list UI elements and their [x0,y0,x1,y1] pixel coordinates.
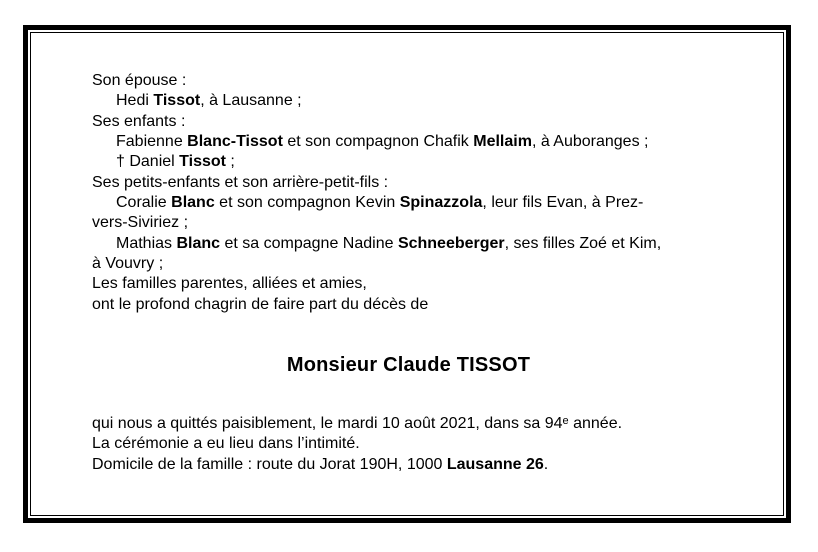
text-segment: ont le profond chagrin de faire part du décès de [92,295,429,313]
text-segment: , à Lausanne ; [200,92,302,110]
details-lines-block [92,414,725,475]
family-lines-block [92,71,725,315]
text-line [92,152,725,172]
name-emphasis: Spinazzola [399,193,483,211]
text-segment: Fabienne [116,132,188,150]
superscript-ordinal: e [562,414,569,427]
text-line [92,414,725,434]
text-segment: , à Auboranges ; [531,132,649,150]
name-emphasis: Schneeberger [397,234,505,252]
text-line [92,91,725,111]
text-segment: et son compagnon Kevin [214,193,400,211]
deceased-name-title: Monsieur Claude TISSOT [286,353,531,376]
text-segment: Son épouse : [92,72,187,89]
text-segment: Mathias [116,234,177,252]
name-emphasis: Tissot [153,92,201,110]
name-emphasis: Blanc [176,234,221,252]
inner-border-frame [30,32,784,516]
name-emphasis: Mellaim [473,132,532,150]
text-segment: ; [225,153,235,171]
text-segment: à Vouvry ; [92,254,164,272]
text-segment: et son compagnon Chafik [282,132,474,150]
text-segment: année. [568,414,623,432]
text-line [92,173,725,193]
text-line [92,295,725,315]
announcement-content [31,33,783,475]
text-line [92,434,725,454]
text-segment: , ses filles Zoé et Kim, [504,234,662,252]
text-segment: Coralie [116,193,172,211]
text-line [92,132,725,152]
text-segment: Domicile de la famille : route du Jorat 190H, 1000 [92,455,447,473]
text-line [92,71,725,91]
text-segment: La cérémonie a eu lieu dans l’intimité. [92,435,360,453]
text-segment: † Daniel [116,153,180,171]
name-emphasis: Blanc [171,193,215,211]
text-segment: , leur fils Evan, à Prez- [482,193,644,211]
name-emphasis: Lausanne 26 [446,455,544,473]
text-segment: Les familles parentes, alliées et amies, [92,275,367,293]
text-segment: Ses enfants : [92,112,186,130]
name-emphasis: Blanc-Tissot [187,132,283,150]
text-line [92,193,725,213]
text-segment: et sa compagne Nadine [220,234,398,252]
outer-border-frame [23,25,791,523]
name-emphasis: Tissot [179,153,226,171]
text-segment: Ses petits-enfants et son arrière-petit-fils : [92,173,389,191]
text-line [92,274,725,294]
text-line [92,234,725,254]
text-segment: qui nous a quittés paisiblement, le mardi 10 août 2021, dans sa 94 [92,414,563,432]
text-segment: vers-Siviriez ; [92,214,189,232]
text-line [92,112,725,132]
text-line [92,254,725,274]
text-segment: Hedi [116,92,154,110]
text-segment: . [543,455,549,473]
text-line [92,455,725,475]
text-line [92,213,725,233]
